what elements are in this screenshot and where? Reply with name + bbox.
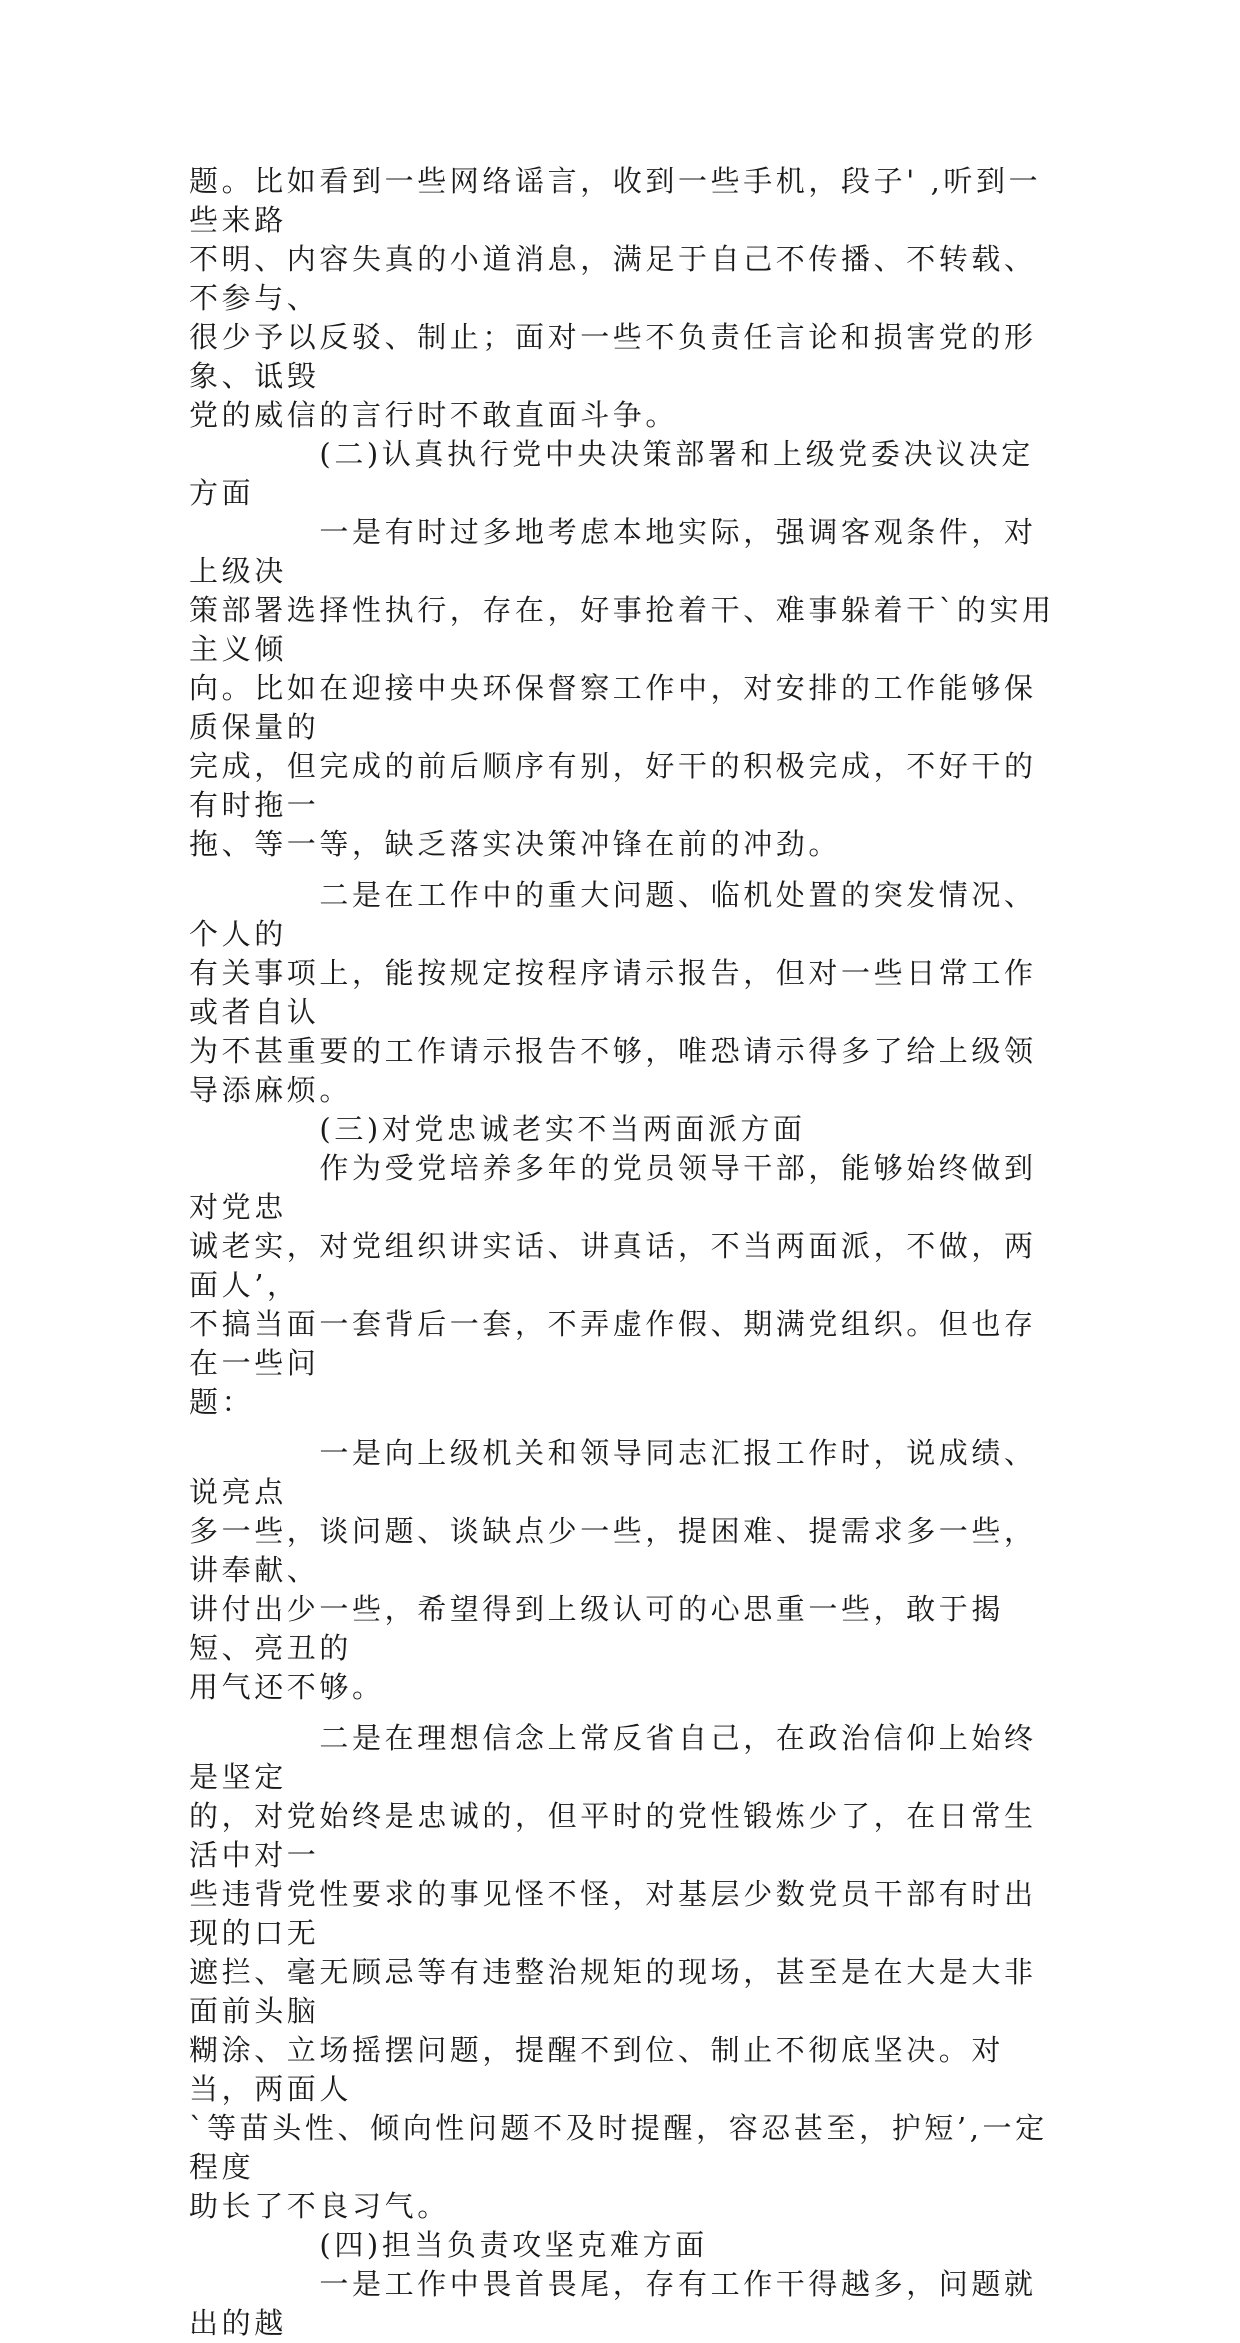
paragraph-section-2-point-1: 一是有时过多地考虑本地实际，强调客观条件，对上级决 策部署选择性执行，存在，好事抢着干、难事躲着干`的实用主义倾 向。比如在迎接中央环保督察工作中，对安排的工作能够保质保量的 完成，但完成的前后顺序有别，好干的积极完成，不好干的有时拖一 拖、等一等，缺乏落实决策冲锋在前的冲劲。: [189, 515, 1055, 861]
heading-section-4: (四)担当负责攻坚克难方面: [189, 2228, 708, 2262]
document-body: [189, 162, 1061, 2343]
heading-section-2: (二)认真执行党中央决策部署和上级党委决议决定方面: [189, 437, 1034, 510]
paragraph-section-3-intro: 作为受党培养多年的党员领导干部，能够始终做到对党忠 诚老实，对党组织讲实话、讲真话，不当两面派，不做，两面人’， 不搞当面一套背后一套，不弄虚作假、期满党组织。但也存在一些问 题：: [189, 1151, 1037, 1419]
paragraph-section-3-point-2: 二是在理想信念上常反省自己，在政治信仰上始终是坚定 的，对党始终是忠诚的，但平时的党性锻炼少了，在日常生活中对一 些违背党性要求的事见怪不怪，对基层少数党员干部有时出现的口无 遮拦、毫无顾忌等有违整治规矩的现场，甚至是在大是大非面前头脑 糊涂、立场摇摆问题，提醒不到位、制止不彻底坚决。对当，两面人 `等苗头性、倾向性问题不及时提醒，容忍甚至，护短’,一定程度 助长了不良习气。: [189, 1721, 1048, 2223]
paragraph-section-2-point-2: 二是在工作中的重大问题、临机处置的突发情况、个人的 有关事项上，能按规定按程序请示报告，但对一些日常工作或者自认 为不甚重要的工作请示报告不够，唯恐请示得多了给上级领导添麻烦。: [189, 878, 1037, 1107]
paragraph-political-discipline-tail: 题。比如看到一些网络谣言，收到一些手机，段子' ,听到一些来路 不明、内容失真的小道消息，满足于自己不传播、不转载、不参与、 很少予以反驳、制止；面对一些不负责任言论和损害党的形象、诋毁 党的威信的言行时不敢直面斗争。: [189, 164, 1042, 432]
paragraph-section-3-point-1: 一是向上级机关和领导同志汇报工作时，说成绩、说亮点 多一些，谈问题、谈缺点少一些，提困难、提需求多一些，讲奉献、 讲付出少一些，希望得到上级认可的心思重一些，敢于揭短、亮丑的 用气还不够。: [189, 1436, 1037, 1704]
paragraph-section-4-point-1: 一是工作中畏首畏尾，存有工作干得越多，问题就出的越: [189, 2267, 1037, 2340]
heading-section-3: (三)对党忠诚老实不当两面派方面: [189, 1112, 806, 1146]
